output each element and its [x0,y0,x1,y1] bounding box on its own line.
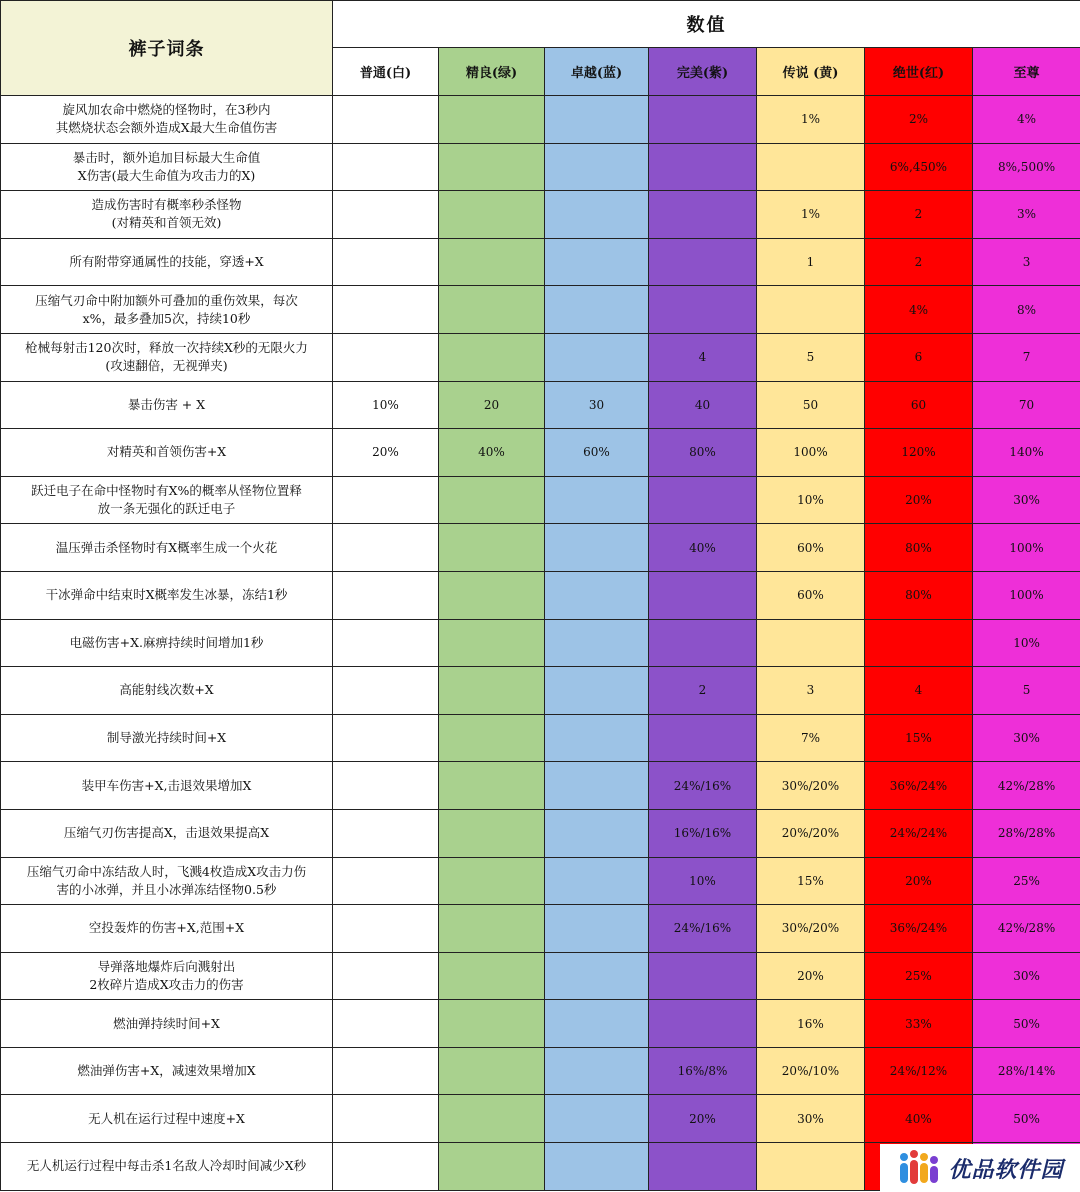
value-cell [439,191,545,239]
value-cell: 6 [865,333,973,381]
affix-cell: 无人机在运行过程中速度+X [1,1095,333,1143]
table-row [1,619,1080,667]
value-cell [545,96,649,144]
tier-header-6: 至尊 [973,48,1080,96]
value-cell [439,1143,545,1191]
value-cell: 2% [865,96,973,144]
value-cell [545,1047,649,1095]
people-logo-icon [896,1148,942,1188]
value-cell: 40% [865,1095,973,1143]
value-cell: 1% [757,96,865,144]
value-cell: 8%,500% [973,143,1080,191]
value-cell [545,952,649,1000]
affix-cell: 无人机运行过程中每击杀1名敌人冷却时间减少X秒 [1,1143,333,1191]
value-cell: 1% [757,191,865,239]
value-cell: 50% [973,1000,1080,1048]
affix-cell: 装甲车伤害+X,击退效果增加X [1,762,333,810]
value-cell [333,1047,439,1095]
value-cell [333,762,439,810]
value-cell [545,809,649,857]
value-cell [439,1047,545,1095]
value-cell [757,1143,865,1191]
value-cell: 3 [757,667,865,715]
value-cell [649,238,757,286]
value-cell: 2 [865,191,973,239]
affix-cell: 暴击伤害 + X [1,381,333,429]
value-cell: 20%/20% [757,809,865,857]
value-cell [545,476,649,524]
table-row [1,286,1080,334]
value-cell [545,524,649,572]
value-cell: 25% [865,952,973,1000]
table-row [1,524,1080,572]
value-cell: 70 [973,381,1080,429]
value-cell [649,143,757,191]
value-cell: 24%/12% [865,1047,973,1095]
table-row [1,96,1080,144]
value-cell: 33% [865,1000,973,1048]
value-cell [649,191,757,239]
value-cell: 30% [757,1095,865,1143]
value-cell [439,524,545,572]
value-cell: 36%/24% [865,905,973,953]
value-cell [333,191,439,239]
value-cell [439,857,545,905]
table-row [1,1000,1080,1048]
table-row [1,714,1080,762]
value-cell: 60% [545,429,649,477]
value-cell [439,571,545,619]
table-row [1,1047,1080,1095]
value-cell: 15% [757,857,865,905]
value-cell [649,714,757,762]
affix-cell: 旋风加农命中燃烧的怪物时，在3秒内 其燃烧状态会额外造成X最大生命值伤害 [1,96,333,144]
value-cell: 20 [439,381,545,429]
affix-cell: 压缩气刃命中冻结敌人时，飞溅4枚造成X攻击力伤 害的小冰弹，并且小冰弹冻结怪物0.5秒 [1,857,333,905]
value-cell [649,619,757,667]
value-cell [545,286,649,334]
value-cell [545,905,649,953]
table-row [1,952,1080,1000]
affix-cell: 燃油弹伤害+X，减速效果增加X [1,1047,333,1095]
table-row [1,762,1080,810]
value-cell [545,857,649,905]
value-cell [545,667,649,715]
value-cell [333,571,439,619]
affix-cell: 对精英和首领伤害+X [1,429,333,477]
table-row [1,381,1080,429]
value-cell: 20% [333,429,439,477]
table-row [1,905,1080,953]
value-cell [439,714,545,762]
value-cell: 60% [757,571,865,619]
value-cell: 24%/16% [649,762,757,810]
tier-header-3: 完美(紫) [649,48,757,96]
value-cell: 30%/20% [757,905,865,953]
value-cell: 20%/10% [757,1047,865,1095]
value-cell: 3 [973,238,1080,286]
value-cell: 4% [865,286,973,334]
value-cell: 16% [757,1000,865,1048]
value-cell [333,96,439,144]
site-logo [880,1144,1080,1192]
value-cell [439,1000,545,1048]
value-cell [545,238,649,286]
table-row [1,571,1080,619]
value-cell [545,1143,649,1191]
value-cell: 20% [649,1095,757,1143]
value-cell: 36%/24% [865,762,973,810]
value-cell: 30%/20% [757,762,865,810]
tier-header-5: 绝世(红) [865,48,973,96]
value-cell: 3% [973,191,1080,239]
value-cell [439,286,545,334]
value-cell [545,762,649,810]
value-cell: 60 [865,381,973,429]
affix-cell: 压缩气刃命中附加额外可叠加的重伤效果，每次 x%，最多叠加5次，持续10秒 [1,286,333,334]
value-cell [545,1095,649,1143]
value-cell [333,476,439,524]
value-cell [333,1095,439,1143]
affix-cell: 暴击时，额外追加目标最大生命值 X伤害(最大生命值为攻击力的X) [1,143,333,191]
value-cell [757,619,865,667]
value-cell: 40 [649,381,757,429]
value-cell: 8% [973,286,1080,334]
value-cell: 100% [973,571,1080,619]
affix-cell: 电磁伤害+X.麻痹持续时间增加1秒 [1,619,333,667]
table-row [1,143,1080,191]
value-cell: 5 [757,333,865,381]
tier-header-4: 传说 (黄) [757,48,865,96]
header-row-top [1,1,1080,48]
value-cell [333,286,439,334]
value-cell [545,571,649,619]
affix-cell: 跃迁电子在命中怪物时有X%的概率从怪物位置释 放一条无强化的跃迁电子 [1,476,333,524]
value-cell: 24%/16% [649,905,757,953]
value-cell [333,714,439,762]
value-cell: 5 [973,667,1080,715]
logo-text: 优品软件园 [948,1157,1064,1183]
value-cell: 1 [757,238,865,286]
value-cell: 10% [973,619,1080,667]
value-cell [545,333,649,381]
table-row [1,191,1080,239]
value-cell: 140% [973,429,1080,477]
value-cell: 80% [865,524,973,572]
value-cell [333,1000,439,1048]
values-column-header: 数值 [333,1,1080,48]
value-cell [545,714,649,762]
value-cell [333,905,439,953]
value-cell [649,1000,757,1048]
value-cell: 50% [973,1095,1080,1143]
affix-cell: 温压弹击杀怪物时有X概率生成一个火花 [1,524,333,572]
value-cell [333,238,439,286]
value-cell: 30% [973,952,1080,1000]
tier-header-0: 普通(白) [333,48,439,96]
value-cell: 20% [865,857,973,905]
value-cell [439,667,545,715]
value-cell: 40% [439,429,545,477]
value-cell: 42%/28% [973,905,1080,953]
value-cell [333,1143,439,1191]
value-cell: 60% [757,524,865,572]
affix-cell: 所有附带穿通属性的技能，穿透+X [1,238,333,286]
value-cell [333,524,439,572]
table-row [1,476,1080,524]
value-cell: 4% [973,96,1080,144]
value-cell: 28%/28% [973,809,1080,857]
affix-cell: 制导激光持续时间+X [1,714,333,762]
table-body [1,96,1080,1191]
value-cell [439,905,545,953]
value-cell [439,476,545,524]
table-row [1,429,1080,477]
value-cell: 120% [865,429,973,477]
affix-cell: 干冰弹命中结束时X概率发生冰暴，冻结1秒 [1,571,333,619]
value-cell [333,667,439,715]
value-cell [333,809,439,857]
value-cell: 4 [649,333,757,381]
table-row [1,809,1080,857]
table-row [1,238,1080,286]
value-cell [649,476,757,524]
value-cell: 100% [973,524,1080,572]
value-cell: 20% [757,952,865,1000]
value-cell [757,143,865,191]
value-cell [439,333,545,381]
value-cell: 30% [973,714,1080,762]
value-cell: 2 [649,667,757,715]
tier-header-2: 卓越(蓝) [545,48,649,96]
value-cell: 50 [757,381,865,429]
value-cell [649,571,757,619]
value-cell: 2 [865,238,973,286]
value-cell: 16%/8% [649,1047,757,1095]
value-cell: 10% [757,476,865,524]
value-cell [545,143,649,191]
value-cell [333,952,439,1000]
value-cell: 42%/28% [973,762,1080,810]
value-cell [649,952,757,1000]
affix-cell: 燃油弹持续时间+X [1,1000,333,1048]
value-cell [439,238,545,286]
value-cell: 24%/24% [865,809,973,857]
value-cell: 15% [865,714,973,762]
value-cell [649,286,757,334]
affix-cell: 导弹落地爆炸后向溅射出 2枚碎片造成X攻击力的伤害 [1,952,333,1000]
value-cell [333,333,439,381]
table-row [1,1095,1080,1143]
value-cell: 40% [649,524,757,572]
value-cell [439,809,545,857]
value-cell: 10% [649,857,757,905]
value-cell [439,1095,545,1143]
value-cell: 28%/14% [973,1047,1080,1095]
value-cell: 80% [865,571,973,619]
affix-cell: 造成伤害时有概率秒杀怪物 (对精英和首领无效) [1,191,333,239]
value-cell: 30% [973,476,1080,524]
value-cell [545,191,649,239]
value-cell: 25% [973,857,1080,905]
value-cell [439,952,545,1000]
value-cell: 16%/16% [649,809,757,857]
value-cell: 6%,450% [865,143,973,191]
value-cell [439,96,545,144]
affix-cell: 枪械每射击120次时，释放一次持续X秒的无限火力 (攻速翻倍，无视弹夹) [1,333,333,381]
table-row [1,667,1080,715]
value-cell: 7 [973,333,1080,381]
affix-cell: 压缩气刃伤害提高X，击退效果提高X [1,809,333,857]
value-cell: 4 [865,667,973,715]
value-cell [649,96,757,144]
value-cell: 80% [649,429,757,477]
value-cell [757,286,865,334]
value-cell: 30 [545,381,649,429]
affix-cell: 高能射线次数+X [1,667,333,715]
value-cell [439,619,545,667]
table-row [1,333,1080,381]
tier-header-1: 精良(绿) [439,48,545,96]
value-cell [333,857,439,905]
affix-column-header: 裤子词条 [1,1,333,96]
value-cell [649,1143,757,1191]
value-cell: 10% [333,381,439,429]
value-cell [439,762,545,810]
value-cell [545,619,649,667]
value-cell [545,1000,649,1048]
affix-cell: 空投轰炸的伤害+X,范围+X [1,905,333,953]
value-cell [865,619,973,667]
value-cell: 20% [865,476,973,524]
table-row [1,857,1080,905]
value-cell [439,143,545,191]
value-cell [333,143,439,191]
value-cell [333,619,439,667]
value-cell: 7% [757,714,865,762]
value-cell: 100% [757,429,865,477]
